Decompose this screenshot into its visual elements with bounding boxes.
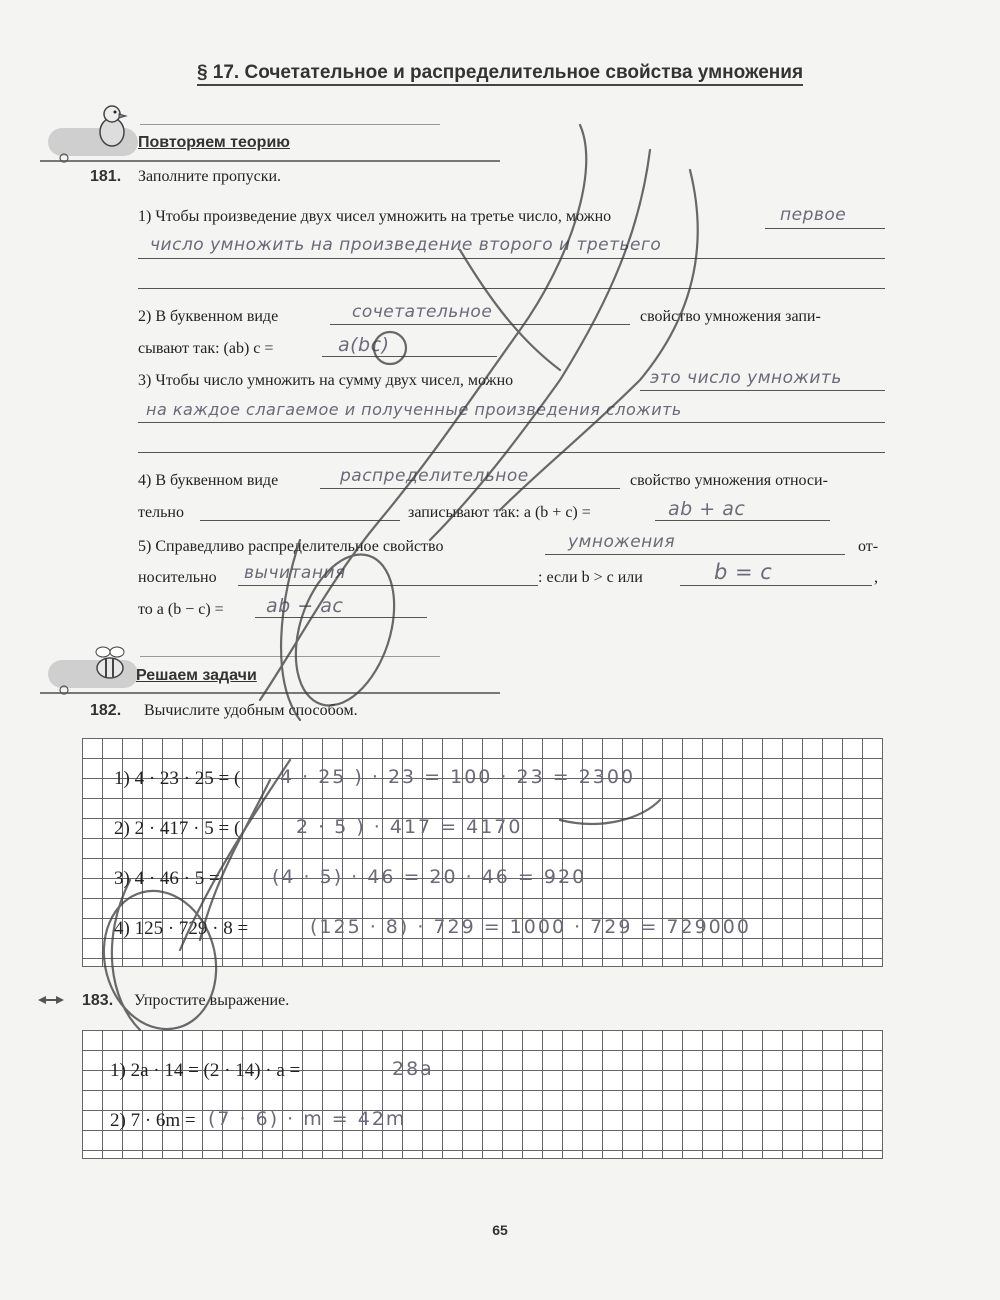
ex181-item5-text-c: носительно bbox=[138, 569, 217, 586]
ex182-row2-answer[interactable]: 2 · 5 ) · 417 = 4170 bbox=[296, 816, 523, 838]
tasks-divider-upper bbox=[140, 656, 440, 657]
ex181-item4-text-d: записывают так: a (b + c) = bbox=[408, 504, 591, 521]
answer-line bbox=[200, 520, 400, 521]
ex181-item4-text-c: тельно bbox=[138, 504, 184, 521]
ex181-item4-text-a: 4) В буквенном виде bbox=[138, 472, 279, 489]
answer-line bbox=[238, 585, 538, 586]
ex183-grid bbox=[82, 1030, 883, 1159]
answer-line bbox=[138, 422, 885, 423]
ex182-row1-answer[interactable]: 4 · 25 ) · 23 = 100 · 23 = 2300 bbox=[280, 766, 636, 788]
bullet-circle-icon bbox=[58, 684, 70, 696]
ex181-item4-answer-d[interactable]: ab + ac bbox=[668, 498, 746, 520]
ex181-item1-answer-b[interactable]: число умножить на произведение второго и третьего bbox=[150, 235, 662, 255]
ex182-number: 182. bbox=[90, 702, 122, 719]
ex183-prompt: Упростите выражение. bbox=[134, 992, 290, 1009]
section-theory-heading: Повторяем теорию bbox=[138, 134, 290, 151]
section-tasks-heading: Решаем задачи bbox=[136, 667, 257, 684]
double-arrow-icon bbox=[36, 994, 66, 1006]
ex181-item5-text-d: : если b > c или bbox=[538, 569, 643, 586]
ex181-item5-text-e: , bbox=[874, 569, 878, 586]
answer-line bbox=[320, 488, 620, 489]
ex181-item5-answer-a[interactable]: умножения bbox=[568, 532, 676, 552]
ex182-row2-printed: 2) 2 · 417 · 5 = ( bbox=[114, 818, 241, 839]
answer-line bbox=[545, 554, 845, 555]
ex181-item5-answer-f[interactable]: ab − ac bbox=[266, 595, 344, 617]
theory-divider bbox=[40, 160, 500, 162]
ex182-row1-printed: 1) 4 · 23 · 25 = ( bbox=[114, 768, 241, 789]
answer-line bbox=[765, 228, 885, 229]
ex183-row2-answer[interactable]: (7 · 6) · m = 42m bbox=[208, 1108, 407, 1130]
ex183-row1-printed: 1) 2a · 14 = (2 · 14) · a = bbox=[110, 1060, 301, 1081]
ex181-item2-text-a: 2) В буквенном виде bbox=[138, 308, 279, 325]
ex181-item4-text-b: свойство умножения относи- bbox=[630, 472, 828, 489]
bullet-circle-icon bbox=[58, 152, 70, 164]
tasks-divider bbox=[40, 692, 500, 694]
ex182-row4-printed: 4) 125 · 729 · 8 = bbox=[114, 918, 249, 939]
ex181-item1-answer-a[interactable]: первое bbox=[780, 205, 847, 225]
ex181-item2-text-b: свойство умножения запи- bbox=[640, 308, 821, 325]
answer-line bbox=[655, 520, 830, 521]
ex181-prompt: Заполните пропуски. bbox=[138, 168, 282, 185]
ex182-row3-answer[interactable]: (4 · 5) · 46 = 20 · 46 = 920 bbox=[272, 866, 587, 888]
ex181-item5-text-b: от- bbox=[858, 538, 879, 555]
bee-icon bbox=[88, 640, 132, 684]
theory-divider-upper bbox=[140, 124, 440, 125]
ex181-item3-answer-a[interactable]: это число умножить bbox=[650, 368, 842, 388]
page-number: 65 bbox=[492, 1222, 508, 1238]
ex181-item2-answer-a[interactable]: сочетательное bbox=[352, 302, 493, 322]
ex181-item2-answer-c[interactable]: a(bc) bbox=[338, 334, 390, 356]
answer-line bbox=[322, 356, 497, 357]
answer-line bbox=[640, 390, 885, 391]
ex182-row4-answer[interactable]: (125 · 8) · 729 = 1000 · 729 = 729000 bbox=[310, 916, 751, 938]
ex182-prompt: Вычислите удобным способом. bbox=[144, 702, 358, 719]
ex182-row3-printed: 3) 4 · 46 · 5 = bbox=[114, 868, 220, 889]
answer-line bbox=[330, 324, 630, 325]
ex183-row2-printed: 2) 7 · 6m = bbox=[110, 1110, 196, 1131]
ex181-number: 181. bbox=[90, 168, 122, 185]
ex181-item4-answer-a[interactable]: распределительное bbox=[340, 466, 529, 486]
ex181-item5-text-f: то a (b − c) = bbox=[138, 601, 224, 618]
ex181-item3-answer-b[interactable]: на каждое слагаемое и полученные произведения сложить bbox=[146, 400, 682, 419]
ex183-number: 183. bbox=[82, 992, 114, 1009]
ex183-row1-answer[interactable]: 28a bbox=[392, 1058, 434, 1080]
page-title-text: § 17. Сочетательное и распределительное свойства умножения bbox=[197, 62, 803, 86]
ex181-item3-text: 3) Чтобы число умножить на сумму двух чисел, можно bbox=[138, 372, 514, 389]
answer-line bbox=[138, 258, 885, 259]
answer-line bbox=[138, 452, 885, 453]
answer-line bbox=[138, 288, 885, 289]
ex181-item1-text: 1) Чтобы произведение двух чисел умножить на третье число, можно bbox=[138, 208, 612, 225]
page-title bbox=[0, 62, 1000, 84]
answer-line bbox=[680, 585, 872, 586]
ex181-item5-answer-d[interactable]: b = c bbox=[714, 560, 773, 584]
ex181-item5-text-a: 5) Справедливо распределительное свойство bbox=[138, 538, 444, 555]
bird-icon bbox=[90, 100, 134, 152]
ex181-item2-text-c: сывают так: (ab) c = bbox=[138, 340, 274, 357]
answer-line bbox=[255, 617, 427, 618]
ex181-item5-answer-c[interactable]: вычитания bbox=[244, 563, 346, 583]
